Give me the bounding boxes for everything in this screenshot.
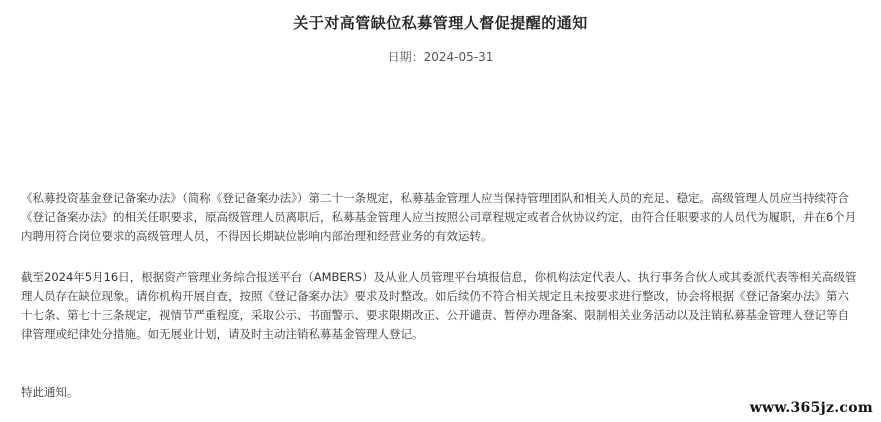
notice-title: 关于对高管缺位私募管理人督促提醒的通知 (293, 14, 588, 32)
notice-closing: 特此通知。 (21, 385, 79, 399)
notice-paragraph-2: 截至2024年5月16日，根据资产管理业务综合报送平台（AMBERS）及从业人员管理平台填报信息，你机构法定代表人、执行事务合伙人或其委派代表等相关高级管理人员存在缺位现象。请你机构开展自查，按照《登记备案办法》要求及时整改。如后续仍不符合相关规定且未按要求进行整改，协会将根据《登记备案办法》第六十七条、第七十三条规定，视情节严重程度，采取公示、书面警示、要求限期改正、公开谴责、暂停办理备案、限制相关业务活动以及注销私募基金管理人登记等自律管理或纪律处分措施。如无展业计划，请及时主动注销私募基金管理人登记。 (21, 270, 857, 341)
notice-paragraph-1: 《私募投资基金登记备案办法》（简称《登记备案办法》）第二十一条规定，私募基金管理人应当保持管理团队和相关人员的充足、稳定。高级管理人员应当持续符合《登记备案办法》的相关任职要求，原高级管理人员离职后，私募基金管理人应当按照公司章程规定或者合伙协议约定，由符合任职要求的人员代为履职，并在6个月内聘用符合岗位要求的高级管理人员，不得因长期缺位影响内部治理和经营业务的有效运转。 (21, 191, 857, 243)
notice-date: 日期：2024-05-31 (387, 50, 494, 64)
watermark-logo: www.365jz.com (749, 400, 873, 416)
